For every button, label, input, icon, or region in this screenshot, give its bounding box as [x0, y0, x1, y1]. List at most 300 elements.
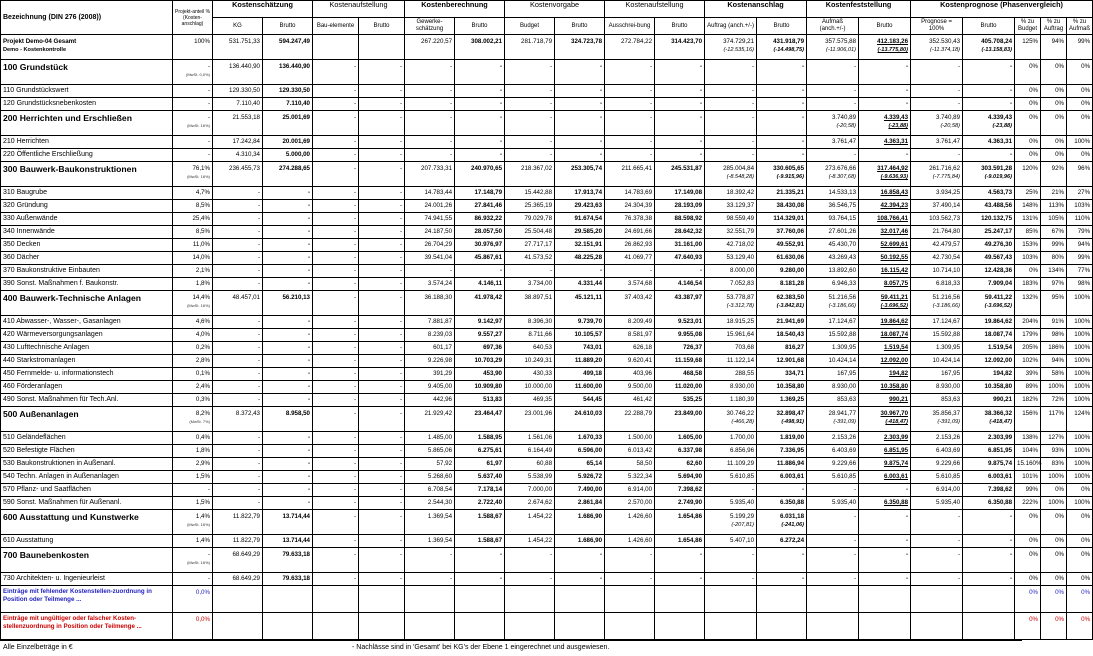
cell-value: -	[399, 410, 403, 417]
cell-value: 37.403,42	[624, 294, 653, 301]
cell-value: 6.003,61	[987, 473, 1013, 480]
cell-value: 281.718,79	[521, 38, 553, 45]
cell-col-12	[757, 291, 807, 316]
cell-value: 129.330,50	[229, 87, 260, 94]
error-cell-col-6	[455, 613, 505, 640]
cell-value: 374.729,21	[723, 38, 755, 45]
cell-col-9	[605, 111, 655, 136]
cell-col-19	[1067, 510, 1093, 535]
cell-value: 601,17	[433, 344, 453, 351]
cell-col-19	[1067, 548, 1093, 573]
cell-col-15	[911, 535, 963, 548]
cell-col-11	[705, 458, 757, 471]
cell-value: 9.955,08	[677, 331, 703, 338]
cell-col-16	[963, 394, 1015, 407]
cell-value: -	[853, 486, 857, 493]
cell-value: -	[449, 575, 453, 582]
cell-col-16	[963, 535, 1015, 548]
cell-col-8	[555, 535, 605, 548]
cell-col-13	[807, 265, 859, 278]
cell-value: -	[499, 63, 503, 70]
footer	[0, 640, 1022, 655]
sub-header-brutto: Brutto	[757, 18, 807, 35]
cell-value: 0%	[1081, 63, 1091, 70]
cell-col-5	[405, 484, 455, 497]
row-label: 220 Öffentliche Erschließung	[3, 151, 93, 158]
cost-item-row	[1, 200, 1093, 213]
cell-value: 36.188,30	[424, 294, 453, 301]
cell-value: 5.000,00	[285, 151, 310, 158]
cell-col-6	[455, 342, 505, 355]
cell-value: 28.642,32	[674, 228, 703, 235]
cell-col-14	[859, 85, 911, 98]
cell-value: -	[353, 215, 356, 222]
cell-value: 442,96	[433, 396, 453, 403]
cell-col-15	[911, 471, 963, 484]
cell-col-5	[405, 381, 455, 394]
cell-discount: (-241,06)	[781, 522, 805, 528]
cell-value: -	[353, 357, 356, 364]
cell-col-17	[1015, 98, 1041, 111]
cell-col-8	[555, 573, 605, 586]
cell-value: 22.288,79	[624, 410, 653, 417]
cell-value: 1.670,33	[577, 434, 603, 441]
cell-col-3	[313, 510, 359, 535]
cell-value: 100%	[1074, 344, 1091, 351]
error-cell-col-4	[359, 613, 405, 640]
cell-col-11	[705, 342, 757, 355]
cell-col-19	[1067, 252, 1093, 265]
cell-value: 697,36	[483, 344, 503, 351]
cell-value: 8.181,28	[779, 280, 805, 287]
cell-value: 27.601,26	[828, 228, 857, 235]
cell-col-6	[455, 535, 505, 548]
cell-col-17	[1015, 368, 1041, 381]
cell-col-17	[1015, 381, 1041, 394]
cell-value: 308.002,21	[471, 38, 503, 45]
cell-col-3	[313, 445, 359, 458]
cell-value: -	[1009, 575, 1013, 582]
cell-col-8	[555, 394, 605, 407]
cell-col-18	[1041, 278, 1067, 291]
cell-value: -	[853, 63, 857, 70]
cell-value: 100%	[1074, 460, 1091, 467]
cell-value: 288,55	[735, 370, 755, 377]
cell-col-7	[505, 226, 555, 239]
cell-col-13	[807, 278, 859, 291]
cell-col-12	[757, 35, 807, 60]
cell-value: -	[549, 63, 553, 70]
cell-value: -	[801, 100, 805, 107]
cell-col-10	[655, 278, 705, 291]
cell-value: -	[649, 87, 653, 94]
cell-col-9	[605, 445, 655, 458]
cost-item-row	[1, 535, 1093, 548]
cell-col-17	[1015, 200, 1041, 213]
cell-discount: (-7.775,84)	[932, 174, 961, 180]
row-label-cell	[1, 252, 173, 265]
cell-col-10	[655, 497, 705, 510]
cell-col-16	[963, 187, 1015, 200]
error-cell-col-13	[807, 613, 859, 640]
cell-col-10	[655, 291, 705, 316]
cell-col-18	[1041, 445, 1067, 458]
cell-col-8	[555, 548, 605, 573]
cell-value: 24.304,39	[624, 202, 653, 209]
cell-col-7	[505, 548, 555, 573]
cell-col-6	[455, 85, 505, 98]
cell-col-15	[911, 432, 963, 445]
cell-col-10	[655, 484, 705, 497]
cell-col-19	[1067, 368, 1093, 381]
cell-col-15	[911, 213, 963, 226]
cell-value: 1.454,22	[527, 513, 553, 520]
cell-col-5	[405, 60, 455, 85]
cell-value: -	[307, 473, 310, 480]
row-label-cell	[1, 573, 173, 586]
col-header-projektanteil: Projekt-anteil % (Kosten-anschlag)	[173, 1, 213, 35]
cell-col-18	[1041, 239, 1067, 252]
cell-col-12	[757, 497, 807, 510]
cell-value: 0%	[1081, 100, 1091, 107]
cell-col-10	[655, 355, 705, 368]
cell-col-7	[505, 265, 555, 278]
cell-col-1	[213, 200, 263, 213]
cell-col-3	[313, 252, 359, 265]
cell-col-4	[359, 252, 405, 265]
cell-value: 4.310,34	[235, 151, 260, 158]
cell-value: 38.430,08	[776, 202, 805, 209]
cell-col-19	[1067, 239, 1093, 252]
cell-value: 7.110,40	[236, 100, 260, 107]
cell-value: 183%	[1022, 280, 1039, 287]
cell-value: -	[449, 87, 453, 94]
cell-value: -	[353, 294, 356, 301]
cell-col-1	[213, 535, 263, 548]
cell-col-7	[505, 432, 555, 445]
row-label-cell	[1, 98, 173, 111]
cell-col-14	[859, 278, 911, 291]
cell-value: 138%	[1022, 434, 1039, 441]
cost-item-row	[1, 278, 1093, 291]
cell-col-2	[263, 548, 313, 573]
cell-value: 5.610,85	[831, 473, 857, 480]
group-header-kostenvorgabe: Kostenvorgabe	[505, 1, 605, 18]
row-label: 370 Baukonstruktive Einbauten	[3, 267, 100, 274]
cell-col-17	[1015, 85, 1041, 98]
row-label-cell	[1, 484, 173, 497]
cost-item-row	[1, 573, 1093, 586]
cell-value: 53.778,87	[726, 294, 755, 301]
cell-col-18	[1041, 187, 1067, 200]
cell-value: 30.746,22	[726, 410, 755, 417]
cell-col-12	[757, 226, 807, 239]
cell-col-9	[605, 278, 655, 291]
cell-col-18	[1041, 35, 1067, 60]
cell-value: 11.886,94	[776, 460, 805, 467]
cell-value: 1.700,00	[729, 434, 755, 441]
cell-col-16	[963, 291, 1015, 316]
cell-col-10	[655, 239, 705, 252]
cell-value: -	[399, 165, 403, 172]
cell-value: 1,5%	[195, 473, 210, 480]
cell-col-8	[555, 85, 605, 98]
cell-col-5	[405, 471, 455, 484]
cell-value: -	[1009, 537, 1013, 544]
cell-value: -	[257, 344, 260, 351]
cell-discount: (-20,58)	[836, 123, 857, 129]
cell-value: -	[257, 447, 260, 454]
group-header-kostenprognose: Kostenprognose (Phasenvergleich)	[911, 1, 1093, 18]
cell-col-2	[263, 200, 313, 213]
cell-col-13	[807, 213, 859, 226]
row-label-cell	[1, 162, 173, 187]
cell-col-19	[1067, 445, 1093, 458]
cell-value: 0%	[1029, 537, 1039, 544]
cell-col-4	[359, 187, 405, 200]
cell-value: 10.249,31	[524, 357, 553, 364]
cell-value: 10.909,80	[474, 383, 503, 390]
cell-value: 14.533,13	[828, 189, 857, 196]
cell-col-18	[1041, 368, 1067, 381]
cell-value: 26.862,93	[624, 241, 653, 248]
cell-value: 405.708,24	[981, 38, 1013, 45]
cell-col-16	[963, 432, 1015, 445]
cell-value: 94%	[1077, 241, 1091, 248]
cell-col-16	[963, 342, 1015, 355]
cell-value: 10.424,14	[932, 357, 961, 364]
cell-col-2	[263, 445, 313, 458]
cell-col-0	[173, 226, 213, 239]
cell-value: 13.892,60	[828, 267, 857, 274]
cell-value: -	[353, 228, 356, 235]
cell-col-5	[405, 85, 455, 98]
row-label-cell	[1, 432, 173, 445]
cell-discount: (-9.915,96)	[776, 174, 805, 180]
cell-value: 6.818,33	[935, 280, 961, 287]
cell-col-6	[455, 187, 505, 200]
cell-col-10	[655, 329, 705, 342]
cell-col-0	[173, 329, 213, 342]
cell-col-8	[555, 187, 605, 200]
error-cell-col-16	[963, 586, 1015, 613]
cell-col-19	[1067, 162, 1093, 187]
cell-col-9	[605, 226, 655, 239]
cell-value: -	[399, 396, 403, 403]
cell-value: 6.275,61	[477, 447, 503, 454]
cell-col-0	[173, 136, 213, 149]
cell-col-0	[173, 445, 213, 458]
cell-col-19	[1067, 149, 1093, 162]
cell-col-7	[505, 484, 555, 497]
cell-col-0	[173, 432, 213, 445]
cell-value: 2,8%	[195, 357, 210, 364]
error-cell-col-10	[655, 613, 705, 640]
cell-value: -	[801, 138, 805, 145]
cell-value: 11.889,20	[574, 357, 603, 364]
cell-value: 4.363,31	[987, 138, 1013, 145]
project-label-cell	[1, 35, 173, 60]
cell-value: 0%	[1055, 63, 1065, 70]
cost-item-row	[1, 187, 1093, 200]
cell-col-3	[313, 35, 359, 60]
cell-col-9	[605, 484, 655, 497]
error-cell-col-11	[705, 586, 757, 613]
cell-value: 261.716,62	[929, 165, 961, 172]
cell-value: 156%	[1022, 410, 1039, 417]
cell-value: 41.069,77	[624, 254, 653, 261]
cell-value: 24.187,50	[424, 228, 453, 235]
cell-value: 38.366,32	[984, 410, 1013, 417]
cell-col-19	[1067, 432, 1093, 445]
cell-col-8	[555, 381, 605, 394]
error-cell-col-14	[859, 586, 911, 613]
cell-col-17	[1015, 548, 1041, 573]
cell-value: -	[801, 87, 805, 94]
cell-col-10	[655, 252, 705, 265]
cell-value: 7.909,04	[987, 280, 1013, 287]
cell-value: 10.105,57	[574, 331, 603, 338]
cell-col-11	[705, 329, 757, 342]
cell-discount: (-11.374,18)	[929, 47, 961, 53]
cell-col-5	[405, 265, 455, 278]
cell-col-17	[1015, 136, 1041, 149]
cell-value: -	[1009, 100, 1013, 107]
cell-col-16	[963, 573, 1015, 586]
cell-col-0	[173, 187, 213, 200]
cell-value: -	[307, 396, 310, 403]
row-label: 430 Lufttechnische Anlagen	[3, 344, 90, 351]
cell-col-9	[605, 239, 655, 252]
error-cell-col-7	[505, 613, 555, 640]
cell-value: -	[599, 551, 603, 558]
vat-note: (MwSt. 16%)	[187, 123, 210, 128]
cell-value: 9.739,70	[577, 318, 603, 325]
cell-value: -	[549, 575, 553, 582]
vat-note: (MwSt. 0,0%)	[185, 72, 210, 77]
cell-col-15	[911, 329, 963, 342]
cell-col-18	[1041, 149, 1067, 162]
cell-value: 6.851,95	[987, 447, 1013, 454]
cell-col-18	[1041, 200, 1067, 213]
cell-value: 21.764,80	[932, 228, 961, 235]
cell-col-9	[605, 136, 655, 149]
cell-value: 67%	[1051, 228, 1065, 235]
cell-value: -	[599, 63, 603, 70]
cell-value: 274.288,65	[279, 165, 310, 172]
cell-value: -	[353, 331, 356, 338]
cell-value: 15.160%	[1017, 460, 1042, 467]
cell-value: 92%	[1051, 165, 1065, 172]
cell-value: 24.691,66	[624, 228, 653, 235]
cell-col-17	[1015, 239, 1041, 252]
cost-item-row	[1, 316, 1093, 329]
cell-col-7	[505, 200, 555, 213]
error-cell-col-8	[555, 586, 605, 613]
cell-value: 469,35	[533, 396, 553, 403]
cell-col-11	[705, 471, 757, 484]
cell-value: -	[353, 114, 356, 121]
cell-col-12	[757, 394, 807, 407]
cell-value: 99%	[1077, 254, 1091, 261]
cell-col-7	[505, 162, 555, 187]
cell-value: 1.588,67	[477, 537, 503, 544]
cell-col-11	[705, 497, 757, 510]
cell-value: 726,37	[683, 344, 703, 351]
cell-col-2	[263, 484, 313, 497]
cell-col-14	[859, 60, 911, 85]
cell-value: -	[751, 100, 755, 107]
cell-col-1	[213, 445, 263, 458]
cell-value: -	[399, 254, 403, 261]
cell-value: 461,42	[633, 396, 653, 403]
row-label-cell	[1, 407, 173, 432]
cell-value: 18.087,74	[880, 331, 909, 338]
cell-col-7	[505, 85, 555, 98]
cell-value: 96%	[1077, 165, 1091, 172]
cell-value: -	[399, 357, 403, 364]
cell-value: 28.193,09	[674, 202, 703, 209]
cell-col-14	[859, 162, 911, 187]
cell-value: 267.220,57	[421, 38, 453, 45]
group-header-kostenschaetzung: Kostenschätzung	[213, 1, 313, 18]
cell-col-6	[455, 200, 505, 213]
cell-col-15	[911, 458, 963, 471]
cell-col-16	[963, 278, 1015, 291]
cell-value: 0%	[1055, 513, 1065, 520]
cell-value: 74.941,55	[424, 215, 453, 222]
cell-col-7	[505, 381, 555, 394]
cell-col-11	[705, 381, 757, 394]
cell-value: 314.423,70	[671, 38, 703, 45]
cell-col-18	[1041, 510, 1067, 535]
cell-value: -	[307, 370, 310, 377]
cell-col-4	[359, 458, 405, 471]
cost-item-row	[1, 226, 1093, 239]
error-cell-col-17: 0%	[1015, 586, 1041, 613]
cell-col-14	[859, 548, 911, 573]
cell-col-13	[807, 497, 859, 510]
cell-value: 1,4%	[195, 513, 210, 520]
cell-value: 0,4%	[195, 434, 210, 441]
cost-item-row	[1, 432, 1093, 445]
cell-value: 1.519,54	[987, 344, 1013, 351]
cell-col-19	[1067, 278, 1093, 291]
cell-col-9	[605, 329, 655, 342]
row-label-cell	[1, 200, 173, 213]
cell-value: -	[399, 228, 403, 235]
cell-col-3	[313, 497, 359, 510]
cell-col-1	[213, 329, 263, 342]
cell-col-3	[313, 458, 359, 471]
cell-col-12	[757, 265, 807, 278]
cell-value: -	[751, 151, 755, 158]
cell-value: 990,21	[889, 396, 909, 403]
cell-col-9	[605, 187, 655, 200]
cell-col-18	[1041, 98, 1067, 111]
cell-value: -	[207, 486, 210, 493]
cell-value: 4,0%	[195, 331, 210, 338]
cell-value: -	[399, 344, 403, 351]
cell-value: -	[353, 396, 356, 403]
cost-item-row	[1, 471, 1093, 484]
cell-col-17	[1015, 445, 1041, 458]
cell-value: -	[699, 551, 703, 558]
cell-value: 2,9%	[195, 460, 210, 467]
cell-col-7	[505, 355, 555, 368]
cell-col-10	[655, 458, 705, 471]
cell-col-19	[1067, 484, 1093, 497]
